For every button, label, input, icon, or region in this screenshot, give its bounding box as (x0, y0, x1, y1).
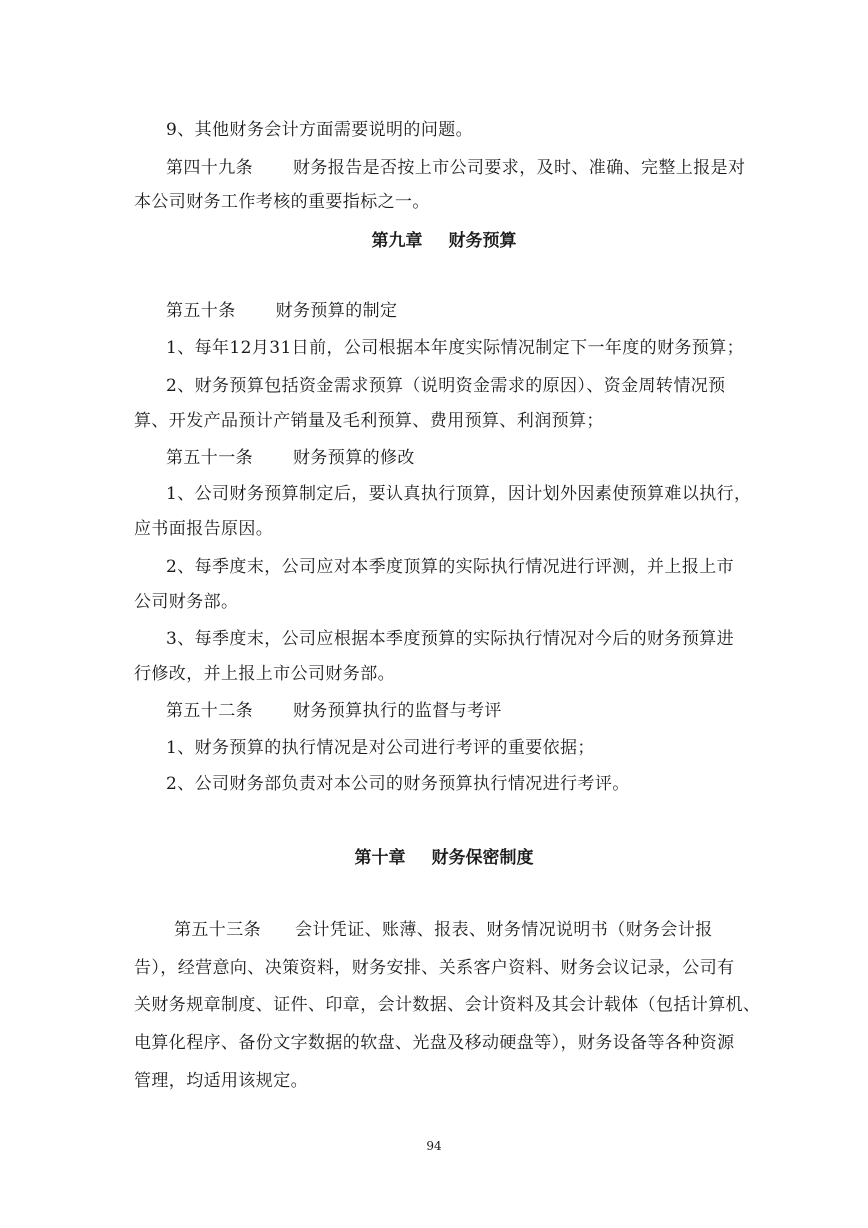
chapter-10-heading (134, 846, 754, 870)
list-item: 2、财务预算包括资金需求预算（说明资金需求的原因）、资金周转情况预 (166, 376, 726, 396)
article-label: 第五十条 (166, 301, 236, 321)
list-item: 3、每季度末，公司应根据本季度预算的实际执行情况对今后的财务预算进 (166, 629, 735, 649)
list-item: 1、每年12月31日前，公司根据本年度实际情况制定下一年度的财务预算； (166, 338, 745, 358)
paragraph-line: 应书面报告原因。 (134, 519, 274, 539)
list-item: 2、每季度末，公司应对本季度顶算的实际执行情况进行评测，并上报上市 (166, 557, 735, 577)
article-51 (166, 446, 786, 470)
paragraph-line: 关财务规章制度、证件、印章，会计数据、会计资料及其会计载体（包括计算机、 (134, 995, 761, 1015)
paragraph-line: 告），经营意向、决策资料，财务安排、关系客户资料、财务会议记录，公司有 (134, 958, 735, 978)
article-text: 财务预算的制定 (275, 301, 398, 321)
paragraph-line: 本公司财务工作考核的重要指标之一。 (134, 192, 430, 212)
article-text: 财务报告是否按上市公司要求，及时、准确、完整上报是对 (293, 158, 746, 178)
article-label: 第五十二条 (166, 701, 253, 721)
article-50 (166, 299, 786, 323)
chapter-9-heading (134, 229, 754, 253)
article-label: 第四十九条 (166, 158, 253, 178)
article-text: 财务预算执行的监督与考评 (293, 701, 502, 721)
chapter-title: 财务保密制度 (431, 848, 534, 868)
chapter-number: 第九章 (371, 231, 423, 251)
article-text: 财务预算的修改 (293, 448, 415, 468)
chapter-title: 财务预算 (448, 231, 517, 251)
article-49 (166, 156, 786, 180)
article-text: 会计凭证、账薄、报表、财务情况说明书（财务会计报 (295, 920, 713, 940)
list-item: 1、公司财务预算制定后，要认真执行顶算，因计划外因素使预算难以执行， (166, 484, 752, 504)
list-item: 1、财务预算的执行情况是对公司进行考评的重要依据； (166, 738, 595, 758)
list-item: 2、公司财务部负责对本公司的财务预算执行情况进行考评。 (166, 774, 630, 794)
paragraph-line: 算、开发产品预计产销量及毛利预算、费用预算、利润预算； (134, 411, 604, 431)
paragraph-line: 电算化程序、备份文字数据的软盘、光盘及移动硬盘等），财务设备等各种资源 (134, 1033, 735, 1053)
article-52 (166, 699, 786, 723)
article-label: 第五十一条 (166, 448, 253, 468)
paragraph-line: 行修改，并上报上市公司财务部。 (134, 664, 395, 684)
article-53 (174, 918, 794, 942)
list-item: 9、其他财务会计方面需要说明的问题。 (166, 120, 474, 140)
page-number: 94 (426, 1139, 442, 1153)
article-label: 第五十三条 (174, 920, 261, 940)
paragraph-line: 管理，均适用该规定。 (134, 1071, 308, 1091)
chapter-number: 第十章 (354, 848, 406, 868)
paragraph-line: 公司财务部。 (134, 592, 239, 612)
